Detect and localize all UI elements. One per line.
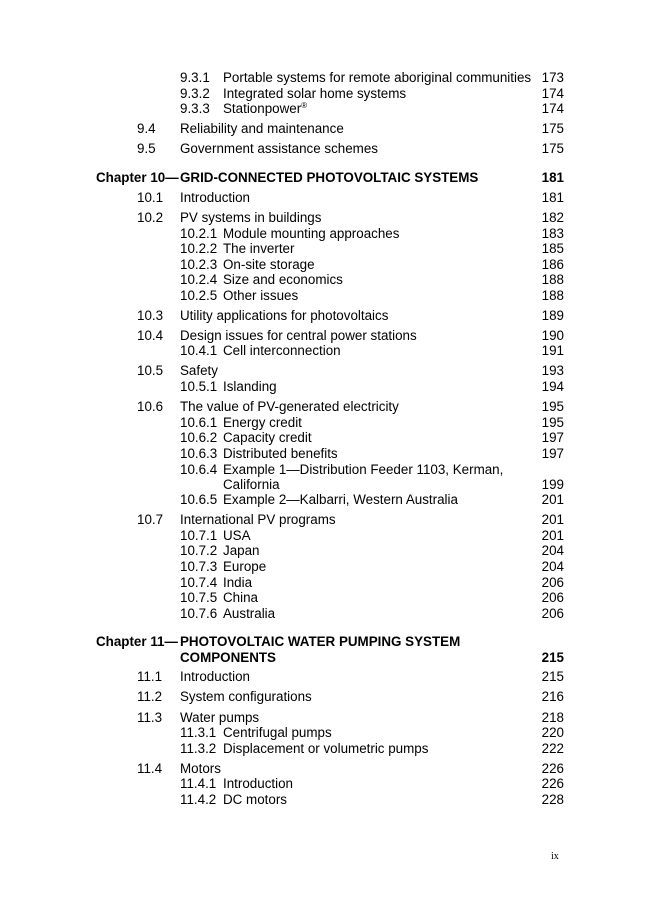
- title-text: Displacement or volumetric pumps: [223, 741, 429, 756]
- page-ref: 173: [541, 70, 564, 85]
- title-text: Europe: [223, 559, 267, 574]
- page-ref: 182: [541, 210, 564, 225]
- title-text: Safety: [180, 363, 218, 378]
- toc-entry-title: [223, 430, 312, 445]
- title-text: Example 1—Distribution Feeder 1103, Kerman,: [223, 462, 504, 477]
- toc-entry-title: [223, 86, 406, 101]
- title-text: Cell interconnection: [223, 343, 341, 358]
- section-number: 10.7.2: [180, 543, 218, 558]
- page-ref: 191: [541, 343, 564, 358]
- toc-entry-title: [223, 492, 458, 507]
- section-number: 10.7: [137, 512, 164, 527]
- page-ref: 186: [541, 257, 564, 272]
- section-number: 10.3: [137, 308, 164, 323]
- title-text: System configurations: [180, 689, 312, 704]
- section-number: 10.4: [137, 328, 164, 343]
- section-number: 9.5: [137, 141, 156, 156]
- title-text: USA: [223, 528, 251, 543]
- page-ref: 195: [541, 415, 564, 430]
- page-ref: 228: [541, 792, 564, 807]
- section-number: 10.2.5: [180, 288, 218, 303]
- page-ref: 181: [541, 190, 564, 205]
- page-ref: 201: [541, 528, 564, 543]
- toc-entry-title: [223, 741, 428, 756]
- page-ref: 204: [541, 559, 564, 574]
- page-ref: 188: [541, 288, 564, 303]
- section-number: 10.6.3: [180, 446, 218, 461]
- page-ref: 222: [541, 741, 564, 756]
- toc-entry-title: [180, 761, 221, 776]
- toc-entry-title: [223, 528, 251, 543]
- section-number: 10.6.1: [180, 415, 218, 430]
- toc-entry-title: [223, 543, 259, 558]
- title-text: Motors: [180, 761, 221, 776]
- title-text: Introduction: [180, 669, 250, 684]
- page-ref: 215: [541, 669, 564, 684]
- toc-entry-title: [180, 710, 259, 725]
- section-number: 10.6.4: [180, 462, 218, 477]
- toc-entry-title: [223, 477, 280, 492]
- toc-entry-title: [180, 210, 321, 225]
- title-text: DC motors: [223, 792, 287, 807]
- section-number: 10.7.6: [180, 606, 218, 621]
- toc-entry-title: [223, 792, 287, 807]
- section-number: 11.4.2: [180, 792, 217, 807]
- page-ref: 226: [541, 776, 564, 791]
- section-number: 11.4.1: [180, 776, 217, 791]
- section-number: 10.6.5: [180, 492, 218, 507]
- toc-entry-title: [223, 725, 332, 740]
- title-text: Australia: [223, 606, 276, 621]
- toc-entry-title: [223, 241, 294, 256]
- page-ref: 220: [541, 725, 564, 740]
- toc-entry-title: [180, 512, 336, 527]
- page-ref: 194: [541, 379, 564, 394]
- title-text: Design issues for central power stations: [180, 328, 417, 343]
- toc-entry-title: [223, 575, 252, 590]
- chapter-title: GRID-CONNECTED PHOTOVOLTAIC SYSTEMS: [180, 170, 479, 185]
- chapter-title: COMPONENTS: [180, 650, 276, 665]
- toc-entry-title: [223, 446, 338, 461]
- toc-entry-title: [180, 121, 344, 136]
- title-text: Islanding: [223, 379, 277, 394]
- title-text: PV systems in buildings: [180, 210, 322, 225]
- page-ref: 185: [541, 241, 564, 256]
- section-number: 10.2.1: [180, 226, 218, 241]
- toc-entry-title: [223, 606, 275, 621]
- toc-entry-title: [223, 343, 341, 358]
- toc-entry-title: [180, 363, 218, 378]
- page-ref: 199: [541, 477, 564, 492]
- title-text: The value of PV-generated electricity: [180, 399, 399, 414]
- section-number: 9.3.2: [180, 86, 210, 101]
- page-ref: 174: [541, 101, 564, 116]
- title-text: The inverter: [223, 241, 295, 256]
- page-ref: 193: [541, 363, 564, 378]
- page-ref: 197: [541, 430, 564, 445]
- section-number: 10.2.3: [180, 257, 218, 272]
- toc-entry-title: [223, 70, 531, 85]
- section-number: 11.3.1: [180, 725, 217, 740]
- page-ref: 188: [541, 272, 564, 287]
- title-text: India: [223, 575, 253, 590]
- toc-entry-title: [223, 101, 307, 116]
- title-text: Other issues: [223, 288, 299, 303]
- title-text: California: [223, 477, 280, 492]
- section-number: 10.7.4: [180, 575, 218, 590]
- page-ref: 206: [541, 606, 564, 621]
- title-text: Stationpower: [223, 101, 302, 116]
- section-number: 10.5.1: [180, 379, 218, 394]
- title-text: Portable systems for remote aboriginal communities: [223, 70, 532, 85]
- page-ref: 206: [541, 575, 564, 590]
- section-number: 11.1: [137, 669, 163, 684]
- page-ref: 190: [541, 328, 564, 343]
- section-number: 10.4.1: [180, 343, 218, 358]
- toc-entry-title: [180, 190, 250, 205]
- section-number: 11.2: [137, 689, 163, 704]
- page-ref: 206: [541, 590, 564, 605]
- title-text: Reliability and maintenance: [180, 121, 344, 136]
- title-text: Centrifugal pumps: [223, 725, 332, 740]
- title-text: Module mounting approaches: [223, 226, 400, 241]
- title-text: China: [223, 590, 258, 605]
- toc-entry-title: [223, 257, 315, 272]
- section-number: 11.3.2: [180, 741, 217, 756]
- title-text: Japan: [223, 543, 260, 558]
- toc-entry-title: [223, 559, 266, 574]
- page-ref: 201: [541, 512, 564, 527]
- page-ref: 226: [541, 761, 564, 776]
- section-number: 9.4: [137, 121, 156, 136]
- page-ref: 181: [541, 170, 564, 185]
- chapter-label: Chapter 10—: [96, 170, 179, 185]
- section-number: 9.3.3: [180, 101, 210, 116]
- page-ref: 197: [541, 446, 564, 461]
- toc-entry-title: [223, 272, 343, 287]
- section-number: 10.2.4: [180, 272, 218, 287]
- title-text: Energy credit: [223, 415, 302, 430]
- title-text: Example 2—Kalbarri, Western Australia: [223, 492, 458, 507]
- toc-entry-title: [223, 226, 399, 241]
- page-ref: 216: [541, 689, 564, 704]
- title-text: Integrated solar home systems: [223, 86, 407, 101]
- section-number: 10.5: [137, 363, 164, 378]
- title-text: Distributed benefits: [223, 446, 338, 461]
- page-ref: 183: [541, 226, 564, 241]
- toc-entry-title: [223, 415, 302, 430]
- toc-entry-title: [223, 590, 258, 605]
- page-ref: 195: [541, 399, 564, 414]
- section-number: 9.3.1: [180, 70, 210, 85]
- page-ref: 175: [541, 121, 564, 136]
- toc-entry-title: [180, 328, 417, 343]
- chapter-label: Chapter 11—: [96, 634, 178, 649]
- page-ref: 189: [541, 308, 564, 323]
- title-text: Introduction: [223, 776, 293, 791]
- page-number: ix: [551, 851, 559, 862]
- page-ref: 201: [541, 492, 564, 507]
- page-ref: 175: [541, 141, 564, 156]
- section-number: 10.7.1: [180, 528, 218, 543]
- title-text: Introduction: [180, 190, 250, 205]
- page-ref: 215: [541, 650, 564, 665]
- toc-entry-title: [223, 776, 293, 791]
- toc-entry-title: [180, 689, 312, 704]
- title-text: Water pumps: [180, 710, 260, 725]
- section-number: 10.7.5: [180, 590, 218, 605]
- section-number: 11.3: [137, 710, 163, 725]
- section-number: 10.6.2: [180, 430, 218, 445]
- toc-entry-title: [180, 399, 399, 414]
- chapter-title: PHOTOVOLTAIC WATER PUMPING SYSTEM: [180, 634, 461, 649]
- page-ref: 218: [541, 710, 564, 725]
- section-number: 11.4: [137, 761, 163, 776]
- toc-entry-title: [223, 379, 277, 394]
- section-number: 10.2.2: [180, 241, 218, 256]
- title-text: Utility applications for photovoltaics: [180, 308, 389, 323]
- title-text: Size and economics: [223, 272, 343, 287]
- toc-entry-title: [223, 288, 298, 303]
- section-number: 10.7.3: [180, 559, 218, 574]
- title-text: International PV programs: [180, 512, 336, 527]
- section-number: 10.2: [137, 210, 164, 225]
- toc-entry-title: [180, 141, 378, 156]
- title-text: Government assistance schemes: [180, 141, 378, 156]
- page-ref: 174: [541, 86, 564, 101]
- toc-entry-title: [180, 669, 250, 684]
- title-text: On-site storage: [223, 257, 315, 272]
- section-number: 10.1: [137, 190, 164, 205]
- registered-mark: ®: [301, 101, 308, 110]
- toc-entry-title: [223, 462, 503, 477]
- section-number: 10.6: [137, 399, 164, 414]
- page-ref: 204: [541, 543, 564, 558]
- toc-entry-title: [180, 308, 388, 323]
- title-text: Capacity credit: [223, 430, 312, 445]
